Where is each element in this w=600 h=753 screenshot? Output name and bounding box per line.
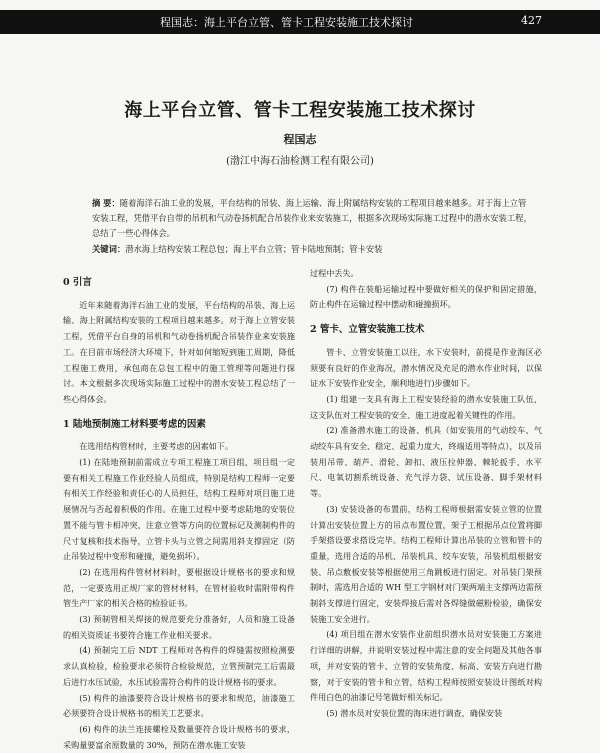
keywords (92, 243, 532, 256)
body-paragraph: (1) 在陆地预制前需成立专项工程施工项目组，项目组一定要有相关工程施工作业经验人员组成，特别是结构工程师一定要有相关工作经验和责任心的人员担任，结构工程师对项目施工进展情况与否起着积极的作用。在施工过程中要考虑陆地的安装位置不能与管卡相冲突，注意立管等方向的位置标记及测制构件的尺寸复核和技术指导，立管卡头与立管之间需用斜支撑固定（防止吊装过程中变形和碰撞，避免损坏）。 (63, 457, 295, 562)
body-paragraph: (7) 构件在装船运输过程中要做好相关的保护和固定措施，防止构件在运输过程中摆动和碰撞损坏。 (310, 283, 542, 310)
right-column (310, 266, 542, 722)
abstract-text: 随着海洋石油工业的发展，平台结构的吊装、海上运输、海上附属结构安装的工程项目越来越多。对于海上立管安装工程，凭借平台自带的吊机和气动卷扬机配合吊装作业来安装施工，根据多次现场实际施工过程中的潜水安装工程，总结了一些心得体会。 (92, 198, 532, 238)
body-paragraph: 近年来随着海洋石油工业的发展，平台结构的吊装、海上运输、海上附属结构安装的工程项目越来越多。对于海上立管安装工程，凭借平台自身的吊机和气动卷扬机配合吊装作业来安装施工。在目前市场经济大环境下，针对如何缩短到施工周期，降低工程施工费用，承包商在总包工程中的施工管理等问题进行探讨。本文根据多次现场实际施工过程中的潜水安装工程总结了一些心得体会。 (63, 299, 295, 404)
left-column (63, 266, 295, 753)
section-heading: 0 引言 (63, 277, 92, 288)
body-paragraph: (3) 预制管相关焊接的规范要充分准备好，人员和施工设备的相关资质证书要符合施工作业相关要求。 (63, 614, 295, 640)
body-paragraph: (5) 构件的油漆要符合设计规格书的要求和规范，油漆施工必须要符合设计规格书的相关工艺要求。 (63, 692, 295, 719)
keywords-text: 潜水海上结构安装工程总包；海上平台立管；管卡陆地预制；管卡安装 (125, 244, 383, 254)
abstract (92, 196, 532, 241)
running-title: 程国志：海上平台立管、管卡工程安装施工技术探讨 (160, 16, 413, 29)
body-paragraph: (2) 在选用构件管材材料时，要根据设计规格书的要求和规范，一定要选用正规厂家的管材材料，在管材验收时需附带构件管生产厂家的相关合格的检验证书。 (63, 566, 295, 609)
body-paragraph: (2) 准备潜水施工的设备、机具（如安装用的气动绞车、气动绞车具有安全、稳定、起重力度大，终端适用等特点），以及吊装用吊带、葫芦、滑轮、卸扣、液压拉伸器、棘轮扳手、水平尺、电氧切割系统设备、充气浮力袋、试压设备、脚手架材料等。 (310, 425, 542, 499)
section-heading: 1 陆地预制施工材料要考虑的因素 (63, 418, 206, 430)
page-number: 427 (521, 14, 542, 27)
body-paragraph: (4) 预制完工后 NDT 工程师对各构件的焊缝需按照检测要求认真检验，检验要求必须符合检验规范，立管预制完工后需最后进行水压试验，水压试验需符合构件的设计规格书的要求。 (63, 645, 295, 687)
author-name: 程国志 (283, 133, 317, 146)
body-paragraph: 过程中丢失。 (310, 268, 359, 278)
running-header (0, 0, 600, 38)
section-heading: 2 管卡、立管安装施工技术 (310, 324, 425, 336)
body-paragraph: (3) 安装设备的布置前，结构工程师根据需安装立管的位置计算出安装位置上方的吊点布置位置，架子工根据吊点位置将脚手架搭设要求搭设完毕。结构工程师计算出吊装的立管和管卡的重量，选用合适的吊机、吊装机具、绞车安装，吊装机组根据安装、吊点敷板安装等根据使用三角跳板进行固定。对吊装门架预制时，需选用合适的 WH 型工字钢材对门架两端主支撑两边需预制斜支撑进行固定，安装焊接后需对各焊缝做磁粉检验，确保安装施工安全进行。 (310, 503, 542, 624)
paper-title: 海上平台立管、管卡工程安装施工技术探讨 (124, 100, 476, 121)
keywords-label: 关键词： (92, 244, 126, 254)
body-paragraph: (4) 项目组在潜水安装作业前组织潜水员对安装施工方案进行详细的讲解，并说明安装过程中需注意的安全问题及其他各事项，并对安装的管卡、立管的安装角度、标高、安装方向进行勘察，对于安装的管卡和立管，结构工程师按照安装设计图纸对构件用白色的油漆记号笔做好相关标记。 (310, 629, 542, 703)
author-affiliation: (渤江中海石油检测工程有限公司) (226, 156, 374, 167)
body-paragraph: 管卡、立管安装施工以往，水下安装时，前提是作业海区必须要有良好的作业海况，潜水情况及充足的潜水作业时间，以保证水下安装作业安全，顺利地进行)步骤如下。 (310, 346, 542, 389)
abstract-label: 摘 要： (92, 198, 120, 208)
body-paragraph: (1) 组建一支具有海上工程安装经验的潜水安装施工队伍，这支队伍对工程安装的安全、施工进度起着关键性的作用。 (310, 393, 542, 420)
body-paragraph: (5) 潜水员对安装位置的海床进行调查，确保安装 (326, 707, 503, 718)
body-paragraph: 在选用结构管材时，主要考虑的因素如下。 (79, 441, 233, 452)
body-paragraph: (6) 构件的法兰连接螺栓及数量要符合设计规格书的要求，采购量要富余原数量的 30%，预防在潜水施工安装 (63, 723, 295, 750)
